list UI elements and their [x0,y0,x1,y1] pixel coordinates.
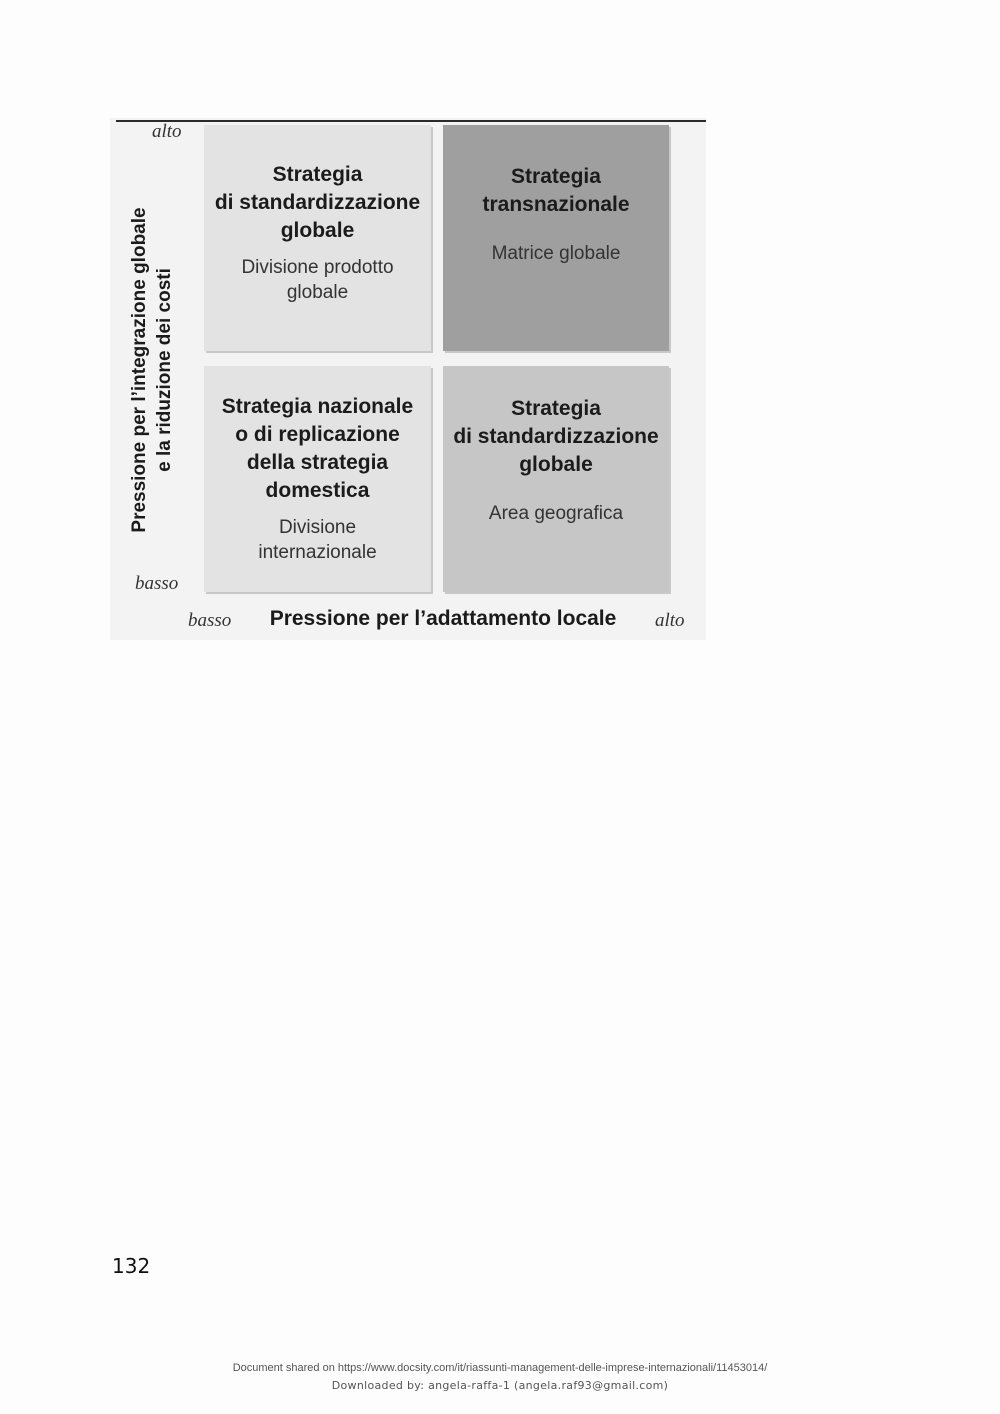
cell-bottom-right-structure: Area geografica [488,503,624,524]
y-axis-title: Pressione per l’integrazione globale e la riduzione dei costi [129,207,175,533]
cell-bottom-left-title: Strategia nazionale o di replicazione della strategia domestica [221,395,414,502]
footer-shared-link: Document shared on https://www.docsity.com/it/riassunti-management-delle-imprese-internazionali/11453014/ [232,1362,768,1374]
cell-top-left-structure: Divisione prodotto globale [241,257,394,303]
cell-bottom-left [204,366,431,592]
cell-top-left-title: Strategia di standardizzazione globale [214,163,421,242]
page-number: 132 [112,1254,151,1278]
x-axis-title: Pressione per l’adattamento locale [269,607,617,630]
cell-top-left [204,125,431,351]
x-axis-high-label: alto [655,610,685,631]
cell-top-right-structure: Matrice globale [491,243,621,264]
cell-bottom-right [443,366,669,592]
y-axis-low-label: basso [135,573,179,594]
cell-top-right-title: Strategia transnazionale [482,165,630,216]
figure-top-rule [116,120,706,122]
y-axis-high-label: alto [152,121,182,142]
footer-downloaded-by: Downloaded by: angela-raffa-1 (angela.raf93@gmail.com) [331,1379,669,1392]
cell-bottom-left-structure: Divisione internazionale [258,517,377,563]
x-axis-low-label: basso [188,610,232,631]
cell-bottom-right-title: Strategia di standardizzazione globale [453,397,659,476]
cell-top-right [443,125,669,351]
